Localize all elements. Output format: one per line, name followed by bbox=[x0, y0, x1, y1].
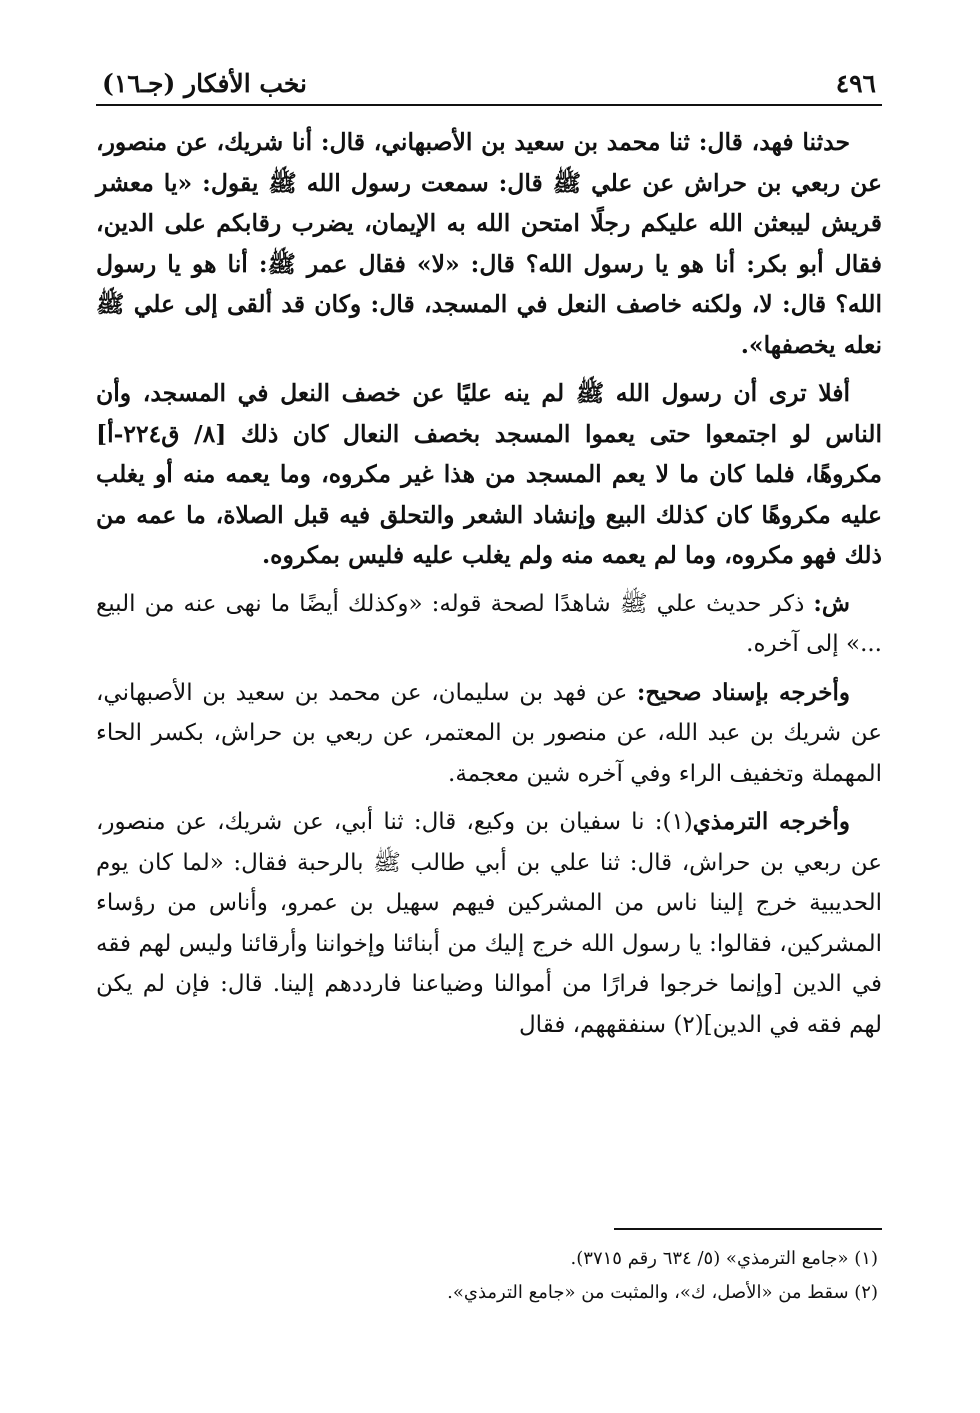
isnad-lead: وأخرجه بإسناد صحيح: bbox=[636, 678, 850, 706]
footnote-rule bbox=[614, 1228, 882, 1230]
paragraph-isnad bbox=[96, 673, 882, 795]
sharh-marker: ش: bbox=[813, 589, 850, 617]
paragraph-hadith bbox=[96, 122, 882, 365]
paragraph-commentary bbox=[96, 373, 882, 576]
book-title: نخب الأفكار (جـ١٦) bbox=[102, 69, 308, 98]
page-number: ٤٩٦ bbox=[835, 69, 876, 98]
paragraph-sharh-text: ذكر حديث علي ﷺ شاهدًا لصحة قوله: «وكذلك أيضًا ما نهى عنه من البيع ...» إلى آخره. bbox=[96, 590, 882, 657]
book-page bbox=[96, 60, 882, 1360]
paragraph-tirmidhi bbox=[96, 802, 882, 1045]
header-rule bbox=[96, 104, 882, 106]
paragraph-hadith-text: حدثنا فهد، قال: ثنا محمد بن سعيد بن الأصبهاني، قال: أنا شريك، عن منصور، عن ربعي بن حراش عن علي ﷺ قال: سمعت رسول الله ﷺ يقول: «يا معشر قريش ليبعثن الله عليكم رجلًا امتحن الله به الإيمان، يضرب رقابكم على الدين، فقال أبو بكر: أنا هو يا رسول الله؟ قال: «لا» فقال عمر ﷺ: أنا هو يا رسول الله؟ قال: لا، ولكنه خاصف النعل في المسجد، قال: وكان قد ألقى إلى علي ﷺ نعله يخصفها». bbox=[96, 128, 882, 359]
page-header bbox=[96, 60, 882, 98]
footnote-2: (٢) سقط من «الأصل، ك»، والمثبت من «جامع الترمذي». bbox=[447, 1282, 878, 1303]
paragraph-sharh bbox=[96, 584, 882, 665]
paragraph-isnad-text: عن فهد بن سليمان، عن محمد بن سعيد بن الأصبهاني، عن شريك بن عبد الله، عن منصور بن المعتمر، عن ربعي بن حراش، بكسر الحاء المهملة وتخفيف الراء وفي آخره شين معجمة. bbox=[96, 679, 882, 787]
paragraph-tirmidhi-text: (١): نا سفيان بن وكيع، قال: ثنا أبي، عن شريك، عن منصور، عن ربعي بن حراش، قال: ثنا علي بن أبي طالب ﷺ بالرحبة فقال: «لما كان يوم الحديبية خرج إلينا ناس من المشركين فيهم سهيل بن عمرو، وأناس من رؤساء المشركين، فقالوا: يا رسول الله خرج إليك من أبنائنا وإخواننا وأرقائنا وليس لهم فقه في الدين [وإنما خرجوا فرارًا من أموالنا وضياعنا فارددهم إلينا. قال: فإن لم يكن لهم فقه في الدين](٢) سنفقههم، فقال bbox=[96, 809, 882, 1038]
footnote-1: (١) «جامع الترمذي» (٥/ ٦٣٤ رقم ٣٧١٥). bbox=[570, 1248, 878, 1269]
footnotes bbox=[96, 1242, 882, 1310]
main-text bbox=[96, 122, 882, 1053]
tirmidhi-lead: وأخرجه الترمذي bbox=[692, 808, 850, 835]
paragraph-commentary-text: أفلا ترى أن رسول الله ﷺ لم ينه عليًا عن خصف النعل في المسجد، وأن الناس لو اجتمعوا حتى يعموا المسجد بخصف النعال كان ذلك [٨/ ق٢٢٤-أ] مكروهًا، فلما كان ما لا يعم المسجد من هذا غير مكروه، وما يعمه منه أو يغلب عليه مكروهًا كان كذلك البيع وإنشاد الشعر والتحلق فيه قبل الصلاة، ما عمه من ذلك فهو مكروه، وما لم يعمه منه ولم يغلب عليه فليس بمكروه. bbox=[96, 379, 882, 569]
